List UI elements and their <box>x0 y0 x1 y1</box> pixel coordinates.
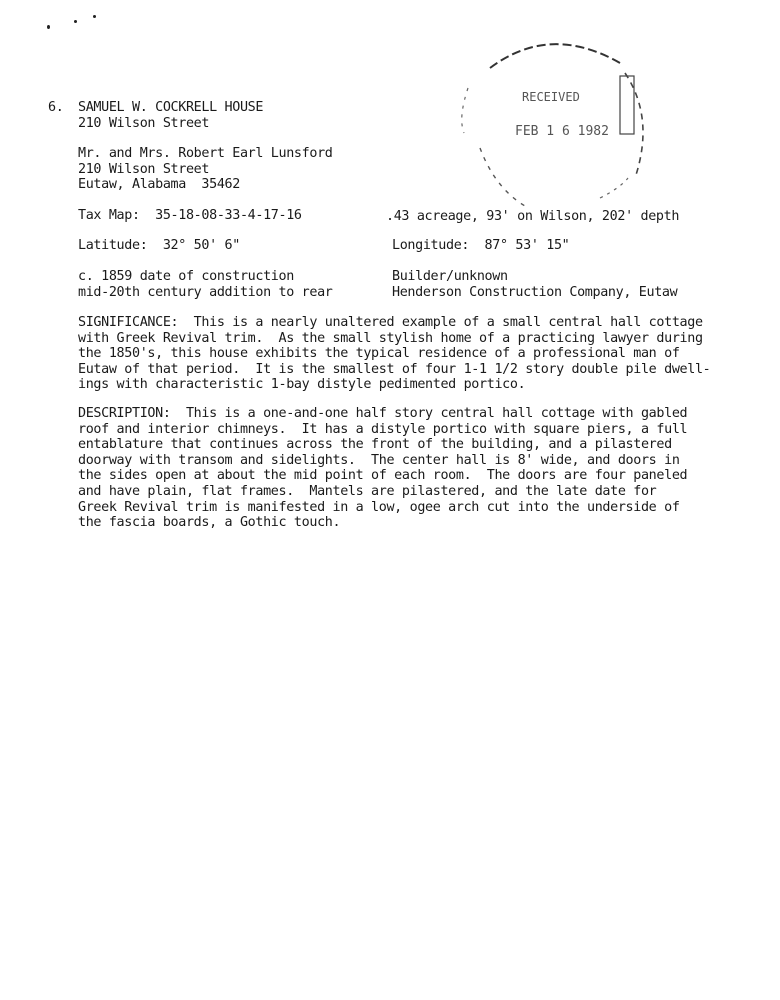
description-paragraph <box>78 406 718 531</box>
addition-note: mid-20th century addition to rear <box>78 285 333 300</box>
scan-speck <box>93 15 96 18</box>
owner-city: Eutaw, Alabama 35462 <box>78 177 240 192</box>
latitude: Latitude: 32° 50' 6" <box>78 238 240 253</box>
construction-date: c. 1859 date of construction <box>78 269 294 284</box>
received-stamp <box>450 28 660 218</box>
tax-map: Tax Map: 35-18-08-33-4-17-16 <box>78 208 302 223</box>
significance-line: Eutaw of that period. It is the smallest of four 1-1 1/2 story double pile dwell- <box>78 361 711 377</box>
description-line: and have plain, flat frames. Mantels are pilastered, and the late date for <box>78 483 657 499</box>
property-title: SAMUEL W. COCKRELL HOUSE <box>78 100 264 115</box>
owner-name: Mr. and Mrs. Robert Earl Lunsford <box>78 146 333 161</box>
scan-speck <box>74 20 77 23</box>
longitude: Longitude: 87° 53' 15" <box>392 238 570 253</box>
owner-street: 210 Wilson Street <box>78 162 210 177</box>
stamp-date-text: FEB 1 6 1982 <box>515 124 609 139</box>
significance-line: SIGNIFICANCE: This is a nearly unaltered example of a small central hall cottage <box>78 315 703 330</box>
significance-line: ings with characteristic 1-bay distyle pedimented portico. <box>78 377 526 393</box>
builder: Builder/unknown <box>392 269 508 284</box>
significance-paragraph <box>78 315 718 393</box>
significance-line: with Greek Revival trim. As the small stylish home of a practicing lawyer during <box>78 330 703 346</box>
contractor: Henderson Construction Company, Eutaw <box>392 285 678 300</box>
description-line: DESCRIPTION: This is a one-and-one half story central hall cottage with gabled <box>78 406 688 421</box>
description-line: roof and interior chimneys. It has a distyle portico with square piers, a full <box>78 421 688 437</box>
description-line: Greek Revival trim is manifested in a low, ogee arch cut into the underside of <box>78 499 680 515</box>
description-line: the fascia boards, a Gothic touch. <box>78 515 341 531</box>
acreage: .43 acreage, 93' on Wilson, 202' depth <box>386 209 680 224</box>
property-address: 210 Wilson Street <box>78 116 210 131</box>
significance-line: the 1850's, this house exhibits the typical residence of a professional man of <box>78 346 680 362</box>
description-line: the sides open at about the mid point of each room. The doors are four paneled <box>78 468 688 484</box>
entry-number: 6. <box>48 100 64 115</box>
description-line: entablature that continues across the front of the building, and a pilastered <box>78 437 672 453</box>
stamp-received-text: RECEIVED <box>522 90 580 104</box>
scan-speck <box>47 25 50 29</box>
description-line: doorway with transom and sidelights. The center hall is 8' wide, and doors in <box>78 452 680 468</box>
